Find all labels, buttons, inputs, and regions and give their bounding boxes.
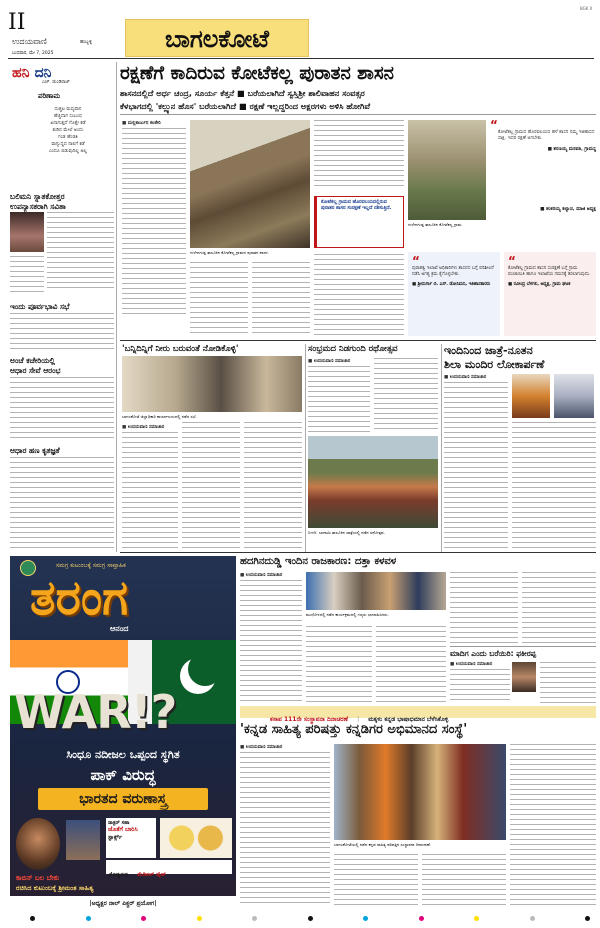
datta-byline: ■ ಉದಯವಾಣಿ ಸಮಾಚಾರ <box>240 573 283 578</box>
main-photo-caption: ಗುಳೇದಗುಡ್ಡ ತಾಲೂಕಿನ ಕೋಟೆಕಲ್ಲ ಗ್ರಾಮದ ಪುರಾತನ ಶಾಸನ. <box>190 250 269 255</box>
poem-line: ಗಂಡ ಹೆಂಡತಿ <box>58 135 78 140</box>
ad-box-2-text: ಜೊತೆಗೆ ಬಾರಿಸಿ <box>108 826 138 833</box>
register-mark-icon <box>86 916 91 921</box>
left-news-3-title: ಅಂಚೆ ಕಚೇರಿಯಲ್ಲಿ <box>10 356 55 365</box>
temple-headline: ಇಂದಿನಿಂದ ಜಾತ್ರೆ-ನೂತನ <box>444 344 533 357</box>
poem-line: ಏನಾಗುತ್ತದೆ ಗೊತ್ತೇ ಕಡೆ <box>50 121 86 126</box>
left-news-4 <box>10 446 114 550</box>
register-mark-icon <box>30 916 35 921</box>
main-col3-text <box>252 262 310 336</box>
ad-person-photo-2 <box>66 820 100 860</box>
ad-box-4-text: ಸೊಪ್ಪುಗಳು <box>109 872 129 878</box>
ad-footer-bar <box>10 896 236 912</box>
ad-box-4 <box>106 860 232 878</box>
temple-photo-2 <box>554 374 594 418</box>
register-mark-icon <box>585 916 590 921</box>
quote-mark-icon: “ <box>490 118 498 132</box>
ad-war-text: WAR!? <box>14 685 177 739</box>
left-news-1-title2: ಉಪನ್ಯಾಸಕರಾಗಿ ಸವಿತಾ <box>10 202 66 211</box>
left-news-1-text2 <box>10 256 44 292</box>
datta-text-5 <box>522 572 596 644</box>
ad-brand: ಆನಂದ <box>110 624 129 633</box>
ad-box-5-text: ಮೆಡಿಕಲ್ ಡೈಟ್ <box>137 872 167 878</box>
fair-headline: ಸಂಭ್ರಮದ ನಿಡಗುಂದಿ ರಥೋತ್ಸವ <box>308 344 398 354</box>
fair-byline: ■ ಉದಯವಾಣಿ ಸಮಾಚಾರ <box>308 359 351 364</box>
ad-person-photo <box>16 818 60 870</box>
water-text-2 <box>182 422 240 550</box>
main-photo-2-caption: ಗುಳೇದಗುಡ್ಡ ತಾಲೂಕಿನ ಕೋಟೆಕಲ್ಲ ಗ್ರಾಮ. <box>408 222 463 227</box>
quote-4 <box>490 206 596 246</box>
page-roman: II <box>8 10 26 35</box>
hani-dani-title-a: ಹನಿ <box>12 65 30 81</box>
poem-line: ಎಂದೂ ಬಿಡುವುದಿಲ್ಲ ಅಲ್ಲ <box>48 149 88 154</box>
datta-text-4 <box>450 572 518 644</box>
page-label: ಬಾಗಲಕೋಟೆ <box>164 25 270 53</box>
print-marks <box>30 914 590 922</box>
col-divider <box>305 344 306 552</box>
register-mark-icon <box>252 916 257 921</box>
quote-1 <box>490 120 596 200</box>
register-mark-icon <box>474 916 479 921</box>
crescent-cut <box>188 652 222 686</box>
page-label-box <box>125 19 309 57</box>
ad-footer: |ಅಧ್ಯಕ್ಷರ ನಾಲ್ ಪಿಕ್ಚರ್ ಪ್ರಯೋಗ| <box>89 900 157 907</box>
main-headline: ರಕ್ಷಣೆಗೆ ಕಾದಿರುವ ಕೋಟೆಕಲ್ಲ ಪುರಾತನ ಶಾಸನ <box>120 63 394 84</box>
left-news-3-title2: ಆಧಾರ ಸೇವೆ ಆರಂಭ <box>10 366 61 375</box>
water-text-1 <box>122 432 178 550</box>
sahitya-caption: ಬಾಗಲಕೋಟೆಯಲ್ಲಿ ನಡೆದ ಕನ್ನಡ ಸಾಹಿತ್ಯ ಪರಿಷತ್ತಿನ ಸಂಸ್ಥಾಪನಾ ದಿನಾಚರಣೆ. <box>334 842 432 847</box>
main-byline: ■ ಮಲ್ಲಿಕಾರ್ಜುನ ಕಲಕೇರಿ <box>122 121 161 126</box>
water-caption: ಬಾಗಲಕೋಟೆ ಜಿಲ್ಲಾಧಿಕಾರಿ ಕಾರ್ಯಾಲಯದಲ್ಲಿ ನಡೆದ ಸಭೆ. <box>122 414 197 419</box>
madiga-text-2 <box>540 662 596 703</box>
poem-line: ವಾಗ್ಯುದ್ಧದ ನಾಲಿಗೆ ಕಡೆ <box>51 142 85 147</box>
quote-1-by: ■ ಶರಣಯ್ಯ ಮಠಪತಿ, ಗ್ರಾಮಸ್ಥ <box>547 147 596 153</box>
ribbon-black-text: ಮಕ್ಕಳು ಕನ್ನಡ ಭಾಷಾಭಿಮಾನ ಬೆಳೆಸಿಕೊಳ್ಳಿ <box>368 716 449 723</box>
main-bottom-rule <box>120 340 596 341</box>
ad-line-1: ಸಿಂಧೂ ನದೀಜಲ ಒಪ್ಪಂದ ಸ್ಥಗಿತ <box>66 748 180 761</box>
datta-text-2 <box>306 626 372 702</box>
temple-byline: ■ ಉದಯವಾಣಿ ಸಮಾಚಾರ <box>444 375 487 380</box>
quote-4-by: ■ ಶಂಕರಯ್ಯ ಕಲ್ಯಾಣಿ, ಮಾಜಿ ಅಧ್ಯಕ್ಷ <box>540 207 596 212</box>
left-news-4-title: ಆಧಾರ ಹಣ ಕೃತಜ್ಞತೆ <box>10 446 60 455</box>
poem-line: ದುಶ್ಚಟ ಮದ್ಯಪಾನ <box>54 107 82 112</box>
main-photo <box>190 120 310 248</box>
ad-box-1-text: ಡಾಕ್ಟರ್ ಸಹಾ <box>108 820 130 826</box>
temple-headline-2: ಶಿಲಾ ಮಂದಿರ ಲೋಕಾರ್ಪಣೆ <box>444 358 545 371</box>
masthead <box>8 6 594 56</box>
fair-caption: ಬೀಳಗಿ: ಬಾದಾಮಿ ತಾಲೂಕಿನ ಜಾತ್ರೆಯಲ್ಲಿ ನಡೆದ ರಥೋತ್ಸವ. <box>308 530 385 535</box>
temple-text-2 <box>512 422 596 550</box>
sahitya-text-3 <box>422 854 506 906</box>
temple-text-1 <box>444 382 508 550</box>
ad-bottom: ರಚಿಸಿದ ಕುಟುಂಬಕ್ಕೆ ಶ್ರೀಮಂತ ಸಾಹಿತ್ಯ <box>16 884 94 892</box>
quote-2 <box>408 252 500 336</box>
register-mark-icon <box>363 916 368 921</box>
ribbon-red-text: ಕಸಾಪ 111ನೇ ಸಂಸ್ಥಾಪನಾ ದಿನಾಚರಣೆ <box>270 716 348 723</box>
left-news-1-text <box>47 212 114 292</box>
sahitya-text-1 <box>240 752 330 906</box>
main-col4-text <box>314 120 404 190</box>
quote-3-text: ಕೋಟೆಕಲ್ಲ ಗ್ರಾಮದ ಶಾಸನ ಸಂರಕ್ಷಣೆ ಬಗ್ಗೆ ಗ್ರಾಮ ಪಂಚಾಯಿತಿ ಹಾಗೂ ಇಲಾಖೆಯ ಗಮನಕ್ಕೆ ತರಲಾಗುವುದು. <box>508 266 591 277</box>
masthead-rule <box>8 58 594 59</box>
quote-3 <box>504 252 596 336</box>
water-photo <box>122 356 302 412</box>
page-code: BGK II <box>579 6 592 11</box>
ad-title: ತರಂಗ <box>30 570 129 626</box>
taranga-ad <box>10 556 236 912</box>
sahitya-text-4 <box>510 744 596 906</box>
madiga-text-1 <box>450 669 510 703</box>
paper-name: ಉದಯವಾಣಿ <box>12 37 47 46</box>
left-news-1 <box>10 192 114 294</box>
quote-mark-icon: “ <box>508 254 516 268</box>
madiga-byline: ■ ಉದಯವಾಣಿ ಸಮಾಚಾರ <box>450 662 493 667</box>
left-news-3-text <box>10 377 114 441</box>
datta-caption: ಮುಧೋಳದಲ್ಲಿ ನಡೆದ ಕಾರ್ಯಕ್ರಮದಲ್ಲಿ ಗಣ್ಯರು ಭಾಗವಹಿಸಿದರು. <box>306 612 389 617</box>
poem-line: ಕುಡಿದ ಮೇಲೆ ಅಂದು <box>52 128 84 133</box>
hani-dani-author: ಎಚ್. ಡುಂಡಿರಾಜ್ <box>42 80 70 85</box>
register-mark-icon <box>197 916 202 921</box>
poem-line: ಹೆಚ್ಚಿದಾಗ ಸಂಬಂಧ <box>53 114 83 119</box>
sahitya-headline: 'ಕನ್ನಡ ಸಾಹಿತ್ಯ ಪರಿಷತ್ತು ಕನ್ನಡಿಗರ ಅಭಿಮಾನದ ಸಂಸ್ಥೆ' <box>240 722 468 737</box>
main-col2-text <box>190 262 248 336</box>
datta-text-1 <box>240 580 302 702</box>
quote-mark-icon: “ <box>412 254 420 268</box>
edition: ಹುಬ್ಬಳ್ಳಿ <box>80 39 93 45</box>
ad-line-2: ಪಾಕ್ ವಿರುದ್ಧ <box>90 766 156 784</box>
datta-photo <box>306 572 446 610</box>
sahitya-text-2 <box>334 854 418 906</box>
ad-box-1 <box>106 818 156 858</box>
quote-2-text: ಪುರಾತತ್ವ ಇಲಾಖೆ ಅಧಿಕಾರಿಗಳು ಶಾಸನದ ಬಗ್ಗೆ ಪರಿಶೀಲನೆ ನಡೆಸಿ ಅಗತ್ಯ ಕ್ರಮ ಕೈಗೊಳ್ಳಬೇಕು. <box>412 266 494 277</box>
ribbon <box>240 706 596 723</box>
register-mark-icon <box>141 916 146 921</box>
issue-date: ಬುಧವಾರ, ಮೇ 7, 2025 <box>12 51 54 56</box>
left-news-1-photo <box>10 212 44 252</box>
datta-headline: ಹದಗಿನದುಡ್ಡಿ ಇಂದಿನ ರಾಜಕಾರಣ: ದತ್ತಾ ಕಳವಳ <box>240 556 397 567</box>
main-sub-rule <box>120 114 596 115</box>
ad-bottom-red: ಕಾಬಿನ್ ಬಲ ಬೇಕು <box>16 874 60 882</box>
hani-dani-poem <box>24 106 112 155</box>
hani-dani-box <box>10 62 114 186</box>
water-text-3 <box>244 422 302 550</box>
main-center-box <box>314 196 404 248</box>
main-photo-2 <box>408 120 486 220</box>
ad-tagline: ಸಮಗ್ರ ಕುಟುಂಬಕ್ಕೆ ಸಮಗ್ರ ಸಾಪ್ತಾಹಿಕ <box>56 562 126 569</box>
madiga-headline: ಮಾದಿಗ ಎಂದು ಬರೆಯಿರಿ: ಫಕೀರಪ್ಪ <box>450 649 537 658</box>
sahitya-byline: ■ ಉದಯವಾಣಿ ಸಮಾಚಾರ <box>240 745 283 750</box>
main-center-box-text: ಕೋಟೆಕಲ್ಲ ಗ್ರಾಮದ ಹೊರವಲಯದಲ್ಲಿರುವ ಪುರಾತನ ಶಾಸನ ಸಂರಕ್ಷಣೆ ಇಲ್ಲದೆ ನಶಿಸುತ್ತಿದೆ. <box>321 200 392 212</box>
main-col1-text <box>122 128 186 314</box>
ad-food-photo <box>160 818 232 858</box>
water-byline: ■ ಉದಯವಾಣಿ ಸಮಾಚಾರ <box>122 425 165 430</box>
ribbon-sep: | <box>357 716 360 723</box>
hani-dani-heading: ಪರಿಣಾಮ <box>38 92 61 100</box>
ad-line-3-box <box>38 788 208 810</box>
main-col5-text <box>314 254 404 336</box>
datta-text-3 <box>376 626 446 702</box>
col-divider <box>441 344 442 552</box>
left-news-2 <box>10 302 114 352</box>
quote-3-by: ■ ರವೀಂದ್ರ ಬೆಳಗಲಿ, ಅಧ್ಯಕ್ಷ, ಗ್ರಾಮ ಘಟಕ <box>508 282 571 287</box>
temple-photo <box>512 374 550 418</box>
fair-text-1 <box>308 366 370 432</box>
sahitya-photo <box>334 744 506 840</box>
left-news-2-title: ಇಂದು ಪೂರ್ವಭಾವಿ ಸಭೆ <box>10 302 70 311</box>
water-headline: 'ಬನ್ನಿದಿನ್ನಿಗೆ ನೀರು ಬರುವಂತೆ ನೋಡಿಕೊಳ್ಳಿ' <box>122 344 239 354</box>
left-news-4-text <box>10 457 114 549</box>
main-subhead-2: ಕೆಳಭಾಗದಲ್ಲಿ 'ಕಲ್ಲ್ಯುನ ಹೊಸ' ಬರೆಯಲಾಗಿದೆ ■ ರಕ್ಷಣೆ ಇಲ್ಲದ್ದರಿಂದ ಅಕ್ಷರಗಳು ಅಳಿಸಿ ಹೋಗಿವೆ <box>120 101 371 111</box>
madiga-photo <box>512 662 536 692</box>
register-mark-icon <box>530 916 535 921</box>
main-subhead-1: ಶಾಸನದಲ್ಲಿದೆ ಅರ್ಧ ಚಂದ್ರ, ಸೂರ್ಯ ಕೆತ್ತನೆ ■ ಬರೆಯಲಾಗಿದೆ ಸ್ವಸ್ತಿಶ್ರೀ ಶಾಲಿವಾಹನ ಸಂವತ್ಸರ <box>120 88 365 98</box>
left-divider <box>116 62 117 552</box>
left-news-2-text <box>10 313 114 351</box>
ad-box-3-text: ಸ್ಪಾರ್ಕ್ಸ್ <box>108 834 123 841</box>
register-mark-icon <box>308 916 313 921</box>
madiga-rule <box>450 646 596 647</box>
ad-line-3: ಭಾರತದ ವರುಣಾಸ್ತ್ರ <box>79 791 167 807</box>
hani-dani-title-b: ದನಿ <box>34 65 52 81</box>
quote-1-text: ಕೋಟೆಕಲ್ಲ ಗ್ರಾಮದ ಹೊರವಲಯದ ಹಳೆ ಶಾಸನ ನಮ್ಮ ಇತಿಹಾಸದ ಸಾಕ್ಷಿ. ಇದರ ರಕ್ಷಣೆ ಆಗಬೇಕು. <box>498 130 595 142</box>
quote-2-by: ■ ಶ್ರೀದುರ್ಗಾ ಬಿ. ಎಸ್. ಡೋಸಿಮನಿ, ಇತಿಹಾಸಕಾರರು <box>412 282 491 287</box>
left-news-1-title: ಬಲಿಮನಿ ಸ್ನಾತಕೋತ್ತರ <box>10 192 65 201</box>
register-mark-icon <box>419 916 424 921</box>
left-news-3 <box>10 356 114 442</box>
fair-text-2 <box>374 358 438 432</box>
fair-photo <box>308 436 438 528</box>
mid-rule <box>120 552 596 553</box>
